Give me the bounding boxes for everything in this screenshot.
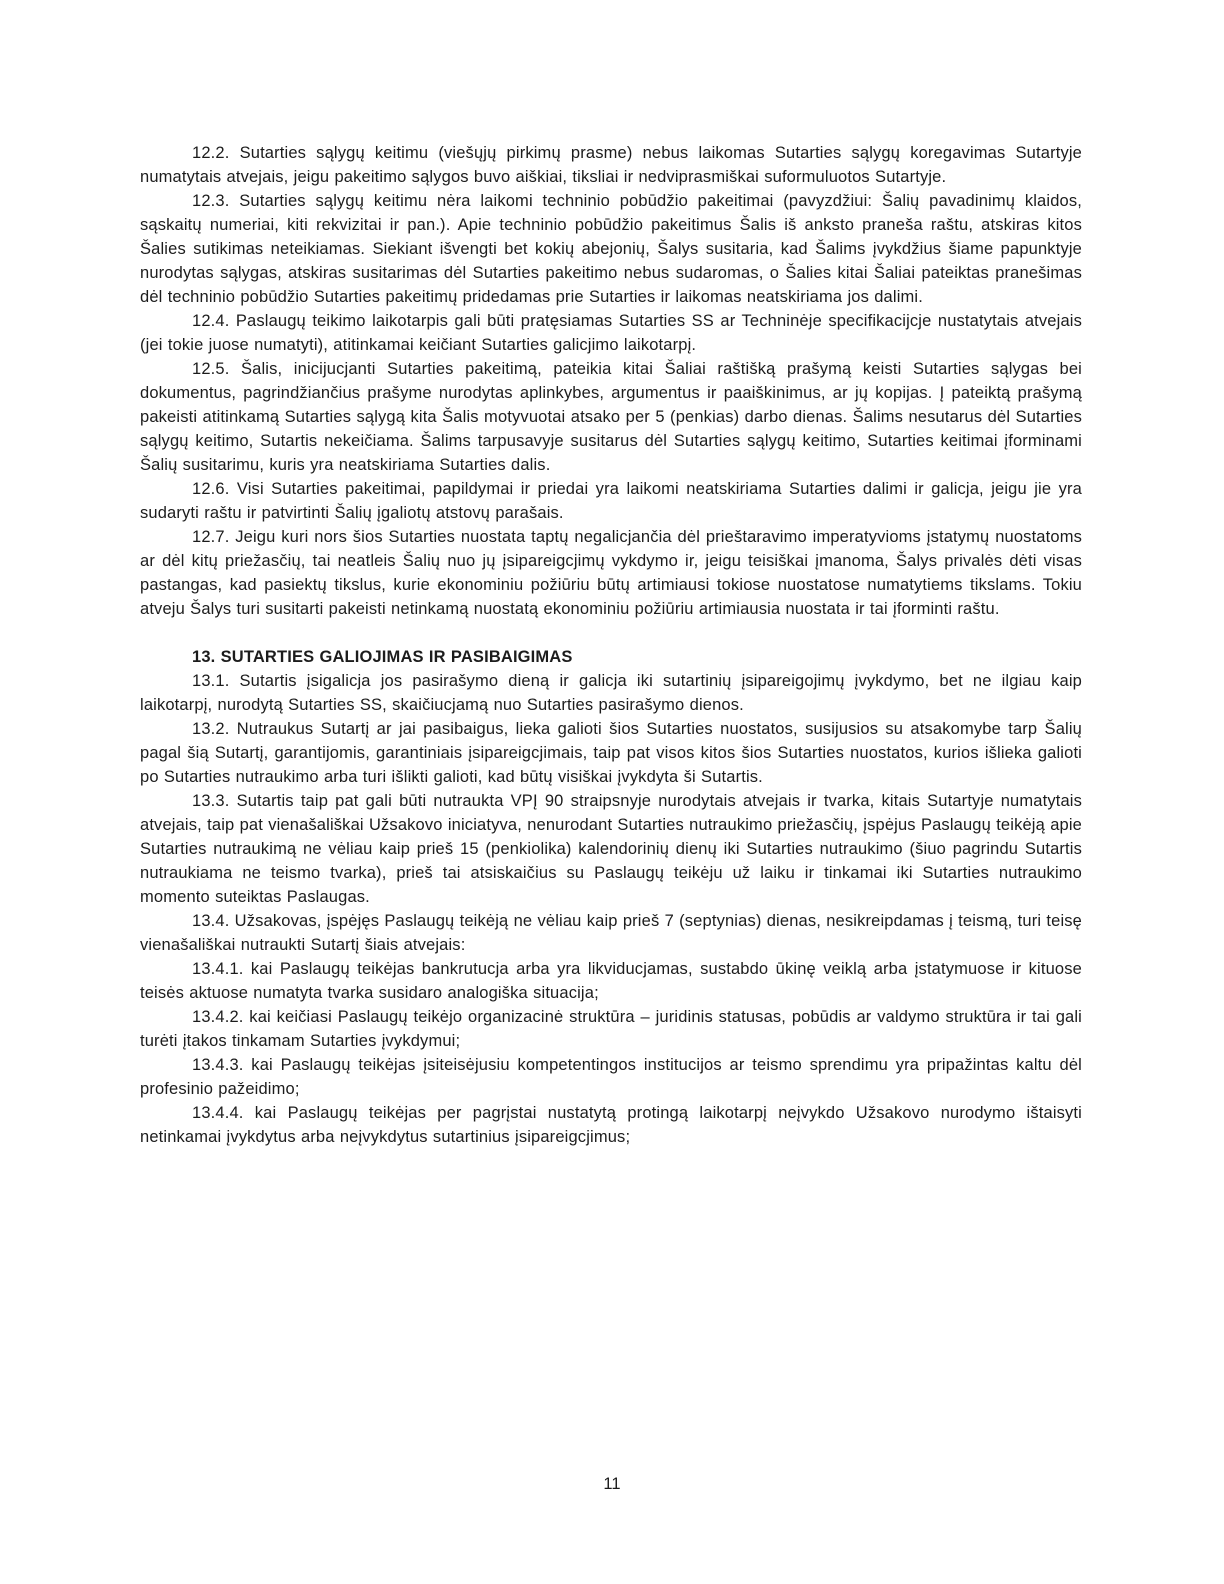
paragraph-13-3: 13.3. Sutartis taip pat gali būti nutraukta VPĮ 90 straipsnyje nurodytais atvejais ir tvarka, kitais Sutartyje numatytais atvejais, taip pat vienašališkai Užsakovo iniciatyva, nenurodant Sutarties nutraukimo priežasčių, įspėjus Paslaugų teikėją apie Sutarties nutraukimą ne vėliau kaip prieš 15 (penkiolika) kalendorinių dienų iki Sutarties nutraukimo (šiuo pagrindu Sutartis nutraukiama ne teismo tvarka), prieš tai atsiskaičius su Paslaugų teikėju už laiku ir tinkamai iki Sutarties nutraukimo momento suteiktas Paslaugas. xyxy=(140,792,1082,906)
paragraph-12-7: 12.7. Jeigu kuri nors šios Sutarties nuostata taptų negalicjančia dėl prieštaravimo imperatyvioms įstatymų nuostatoms ar dėl kitų priežasčių, tai neatleis Šalių nuo jų įsipareigcjimų vykdymo ir, jeigu teisiškai įmanoma, Šalys privalės dėti visas pastangas, kad pasiektų tikslus, kurie ekonominiu požiūriu būtų artimiausi tokiose nuostatose numatytiems tikslams. Tokiu atveju Šalys turi susitarti pakeisti netinkamą nuostatą ekonominiu požiūriu artimiausia nuostata ir tai įforminti raštu. xyxy=(140,528,1082,618)
paragraph-13-4-3: 13.4.3. kai Paslaugų teikėjas įsiteisėjusiu kompetentingos institucijos ar teismo sprendimu yra pripažintas kaltu dėl profesinio pažeidimo; xyxy=(140,1056,1082,1098)
paragraph-13-4-2: 13.4.2. kai keičiasi Paslaugų teikėjo organizacinė struktūra – juridinis statusas, pobūdis ar valdymo struktūra ir tai gali turėti įtakos tinkamam Sutarties įvykdymui; xyxy=(140,1008,1082,1050)
paragraph-13-4-4: 13.4.4. kai Paslaugų teikėjas per pagrįstai nustatytą protingą laikotarpį neįvykdo Užsakovo nurodymo ištaisyti netinkamai įvykdytus arba neįvykdytus sutartinius įsipareigcjimus; xyxy=(140,1104,1082,1146)
paragraph-12-2: 12.2. Sutarties sąlygų keitimu (viešųjų pirkimų prasme) nebus laikomas Sutarties sąlygų koregavimas Sutartyje numatytais atvejais, jeigu pakeitimo sąlygos buvo aiškiai, tiksliai ir nedviprasmiškai suformuluotos Sutartyje. xyxy=(140,144,1082,186)
paragraph-12-3: 12.3. Sutarties sąlygų keitimu nėra laikomi techninio pobūdžio pakeitimai (pavyzdžiui: Šalių pavadinimų klaidos, sąskaitų numeriai, kiti rekvizitai ir pan.). Apie techninio pobūdžio pakeitimus Šalis iš anksto praneša raštu, atskiras kitos Šalies sutikimas neteikiamas. Siekiant išvengti bet kokių abejonių, Šalys susitaria, kad Šalims įvykdžius šiame papunktyje nurodytas sąlygas, atskiras susitarimas dėl Sutarties pakeitimo nebus sudaromas, o Šalies kitai Šaliai pateiktas pranešimas dėl techninio pobūdžio Sutarties pakeitimų pridedamas prie Sutarties ir laikomas neatskiriama jos dalimi. xyxy=(140,192,1082,306)
paragraph-13-1: 13.1. Sutartis įsigalicja jos pasirašymo dieną ir galicja iki sutartinių įsipareigojimų įvykdymo, bet ne ilgiau kaip laikotarpį, nurodytą Sutarties SS, skaičiucjamą nuo Sutarties pasirašymo dienos. xyxy=(140,672,1082,714)
paragraph-13-4: 13.4. Užsakovas, įspėjęs Paslaugų teikėją ne vėliau kaip prieš 7 (septynias) dienas, nesikreipdamas į teismą, turi teisę vienašališkai nutraukti Sutartį šiais atvejais: xyxy=(140,912,1082,954)
paragraph-12-5: 12.5. Šalis, inicijucjanti Sutarties pakeitimą, pateikia kitai Šaliai raštišką prašymą keisti Sutarties sąlygas bei dokumentus, pagrindžiančius prašyme nurodytas aplinkybes, argumentus ir paaiškinimus, ar jų kopijas. Į pateiktą prašymą pakeisti atitinkamą Sutarties sąlygą kita Šalis motyvuotai atsako per 5 (penkias) darbo dienas. Šalims nesutarus dėl Sutarties sąlygų keitimo, Sutartis nekeičiama. Šalims tarpusavyje susitarus dėl Sutarties sąlygų keitimo, Sutarties keitimai įforminami Šalių susitarimu, kuris yra neatskiriama Sutarties dalis. xyxy=(140,360,1082,474)
paragraph-12-6: 12.6. Visi Sutarties pakeitimai, papildymai ir priedai yra laikomi neatskiriama Sutarties dalimi ir galicja, jeigu jie yra sudaryti raštu ir patvirtinti Šalių įgaliotų atstovų parašais. xyxy=(140,480,1082,522)
paragraph-13-2: 13.2. Nutraukus Sutartį ar jai pasibaigus, lieka galioti šios Sutarties nuostatos, susijusios su atsakomybe tarp Šalių pagal šią Sutartį, garantijomis, garantiniais įsipareigcjimais, taip pat visos kitos šios Sutarties nuostatos, kurios išlieka galioti po Sutarties nutraukimo arba turi išlikti galioti, kad būtų visiškai įvykdyta ši Sutartis. xyxy=(140,720,1082,786)
section-13-heading: 13. SUTARTIES GALIOJIMAS IR PASIBAIGIMAS xyxy=(192,648,573,666)
paragraph-13-4-1: 13.4.1. kai Paslaugų teikėjas bankrutucja arba yra likviducjamas, sustabdo ūkinę veiklą arba įstatymuose ir kituose teisės aktuose numatyta tvarka susidaro analogiška situacija; xyxy=(140,960,1082,1002)
page-number: 11 xyxy=(603,1475,621,1493)
paragraph-12-4: 12.4. Paslaugų teikimo laikotarpis gali būti pratęsiamas Sutarties SS ar Techninėje specifikacijcje nustatytais atvejais (jei tokie juose numatyti), atitinkamai keičiant Sutarties galicjimo laikotarpį. xyxy=(140,312,1082,354)
